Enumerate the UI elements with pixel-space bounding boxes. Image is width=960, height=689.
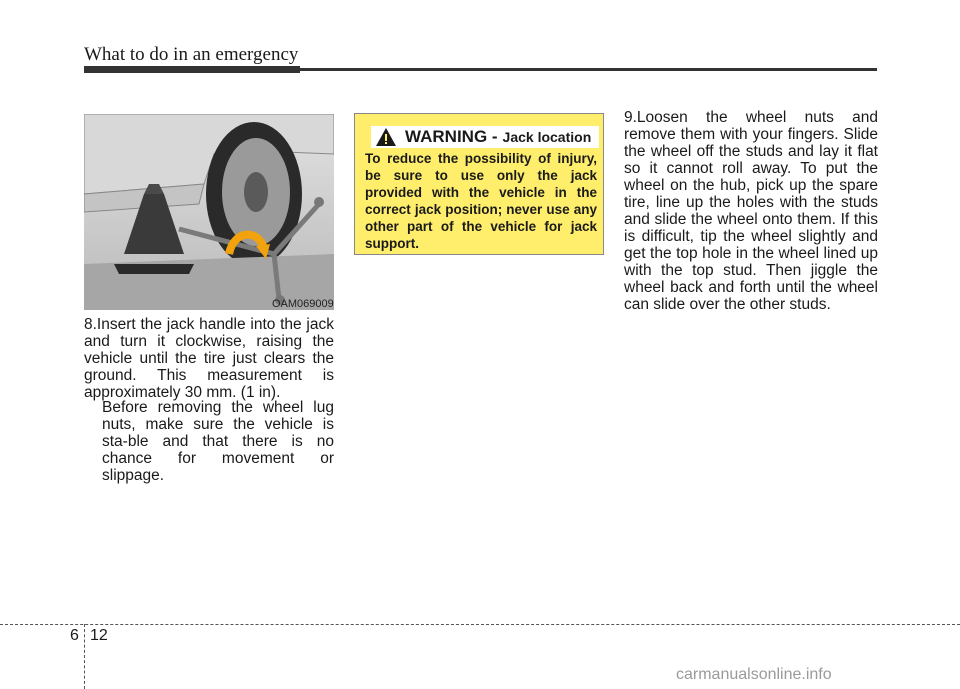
footer-rule xyxy=(0,624,960,625)
page-number: 12 xyxy=(90,627,108,644)
step-9-text: 9.Loosen the wheel nuts and remove them with your fingers. Slide the wheel off the studs and lay it flat so it cannot roll away. To put the wheel on the hub, pick up the spare tire, line up the holes with the studs and slide the wheel onto them. If this is difficult, tip the wheel slightly and get the top hole in the wheel lined up with the top stud. Then jiggle the wheel back and forth until the wheel can slide over the other studs. xyxy=(624,109,878,313)
warning-triangle-icon xyxy=(375,127,397,147)
jack-illustration xyxy=(84,114,334,310)
warning-subtitle: Jack location xyxy=(502,129,592,145)
step-8-text xyxy=(84,316,334,401)
footer-vertical-rule xyxy=(84,624,85,689)
watermark: carmanualsonline.info xyxy=(676,666,832,683)
step-8-body: 8.Insert the jack handle into the jack and turn it clockwise, raising the vehicle until the tire just clears the ground. This measurement is approximately 30 mm. (1 in). xyxy=(84,316,334,401)
warning-box xyxy=(354,113,604,255)
page-header-title: What to do in an emergency xyxy=(84,44,299,65)
header-rule xyxy=(84,68,877,71)
chapter-number: 6 xyxy=(70,627,79,644)
figure-code: OAM069009 xyxy=(272,298,334,310)
warning-title: WARNING - xyxy=(405,127,498,146)
step-8-note: Before removing the wheel lug nuts, make sure the vehicle is sta-ble and that there is no chance for movement or slippage. xyxy=(102,399,334,484)
warning-header xyxy=(371,126,599,148)
warning-body: To reduce the possibility of injury, be sure to use only the jack provided with the vehicle in the correct jack position; never use any other part of the vehicle for jack support. xyxy=(365,151,597,251)
